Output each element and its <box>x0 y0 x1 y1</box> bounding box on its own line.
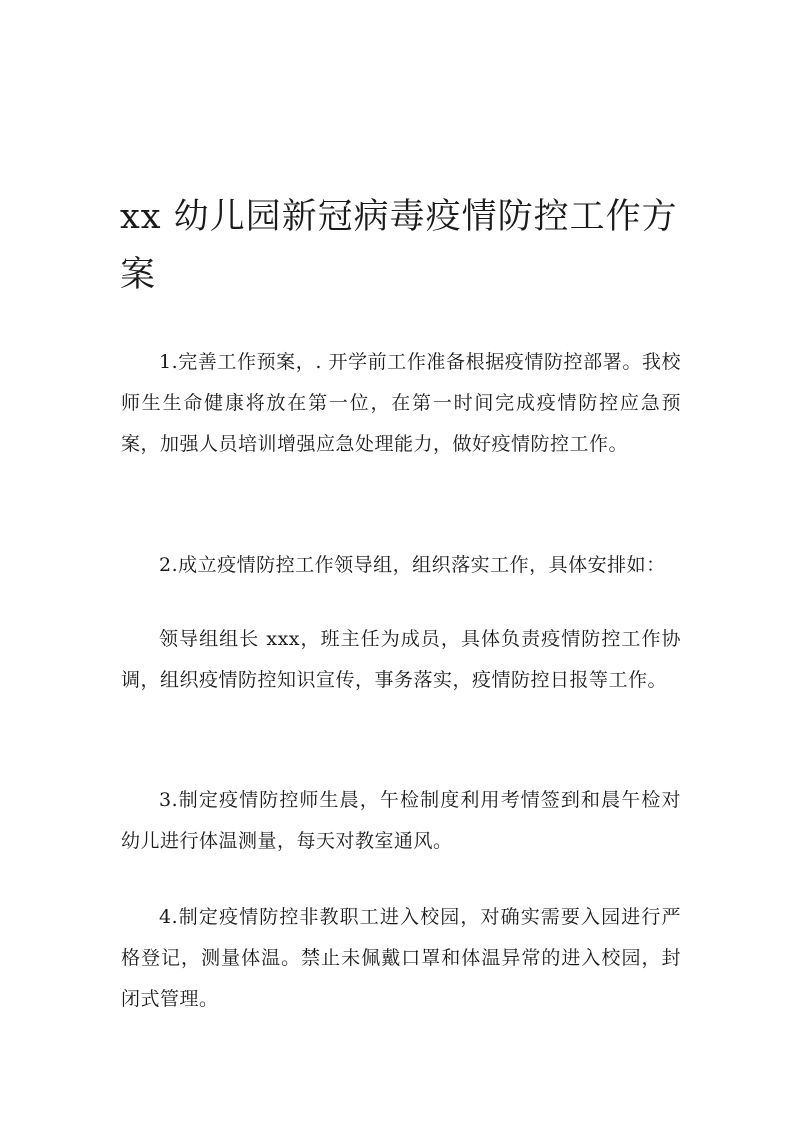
document-title: xx 幼儿园新冠病毒疫情防控工作方案 <box>120 197 678 295</box>
paragraph-3: 领导组组长 xxx，班主任为成员，具体负责疫情防控工作协调，组织疫情防控知识宣传，事务落实，疫情防控日报等工作。 <box>121 628 681 691</box>
paragraph-4: 3.制定疫情防控师生晨，午检制度利用考情签到和晨午检对幼儿进行体温测量，每天对教室通风。 <box>121 789 681 852</box>
paragraph-5: 4.制定疫情防控非教职工进入校园，对确实需要入园进行严格登记，测量体温。禁止未佩戴口罩和体温异常的进入校园，封闭式管理。 <box>121 906 681 1010</box>
paragraph-1: 1.完善工作预案，. 开学前工作准备根据疫情防控部署。我校师生生命健康将放在第一位，在第一时间完成疫情防控应急预案，加强人员培训增强应急处理能力，做好疫情防控工作。 <box>121 351 681 455</box>
paragraph-2: 2.成立疫情防控工作领导组，组织落实工作，具体安排如： <box>159 554 666 576</box>
